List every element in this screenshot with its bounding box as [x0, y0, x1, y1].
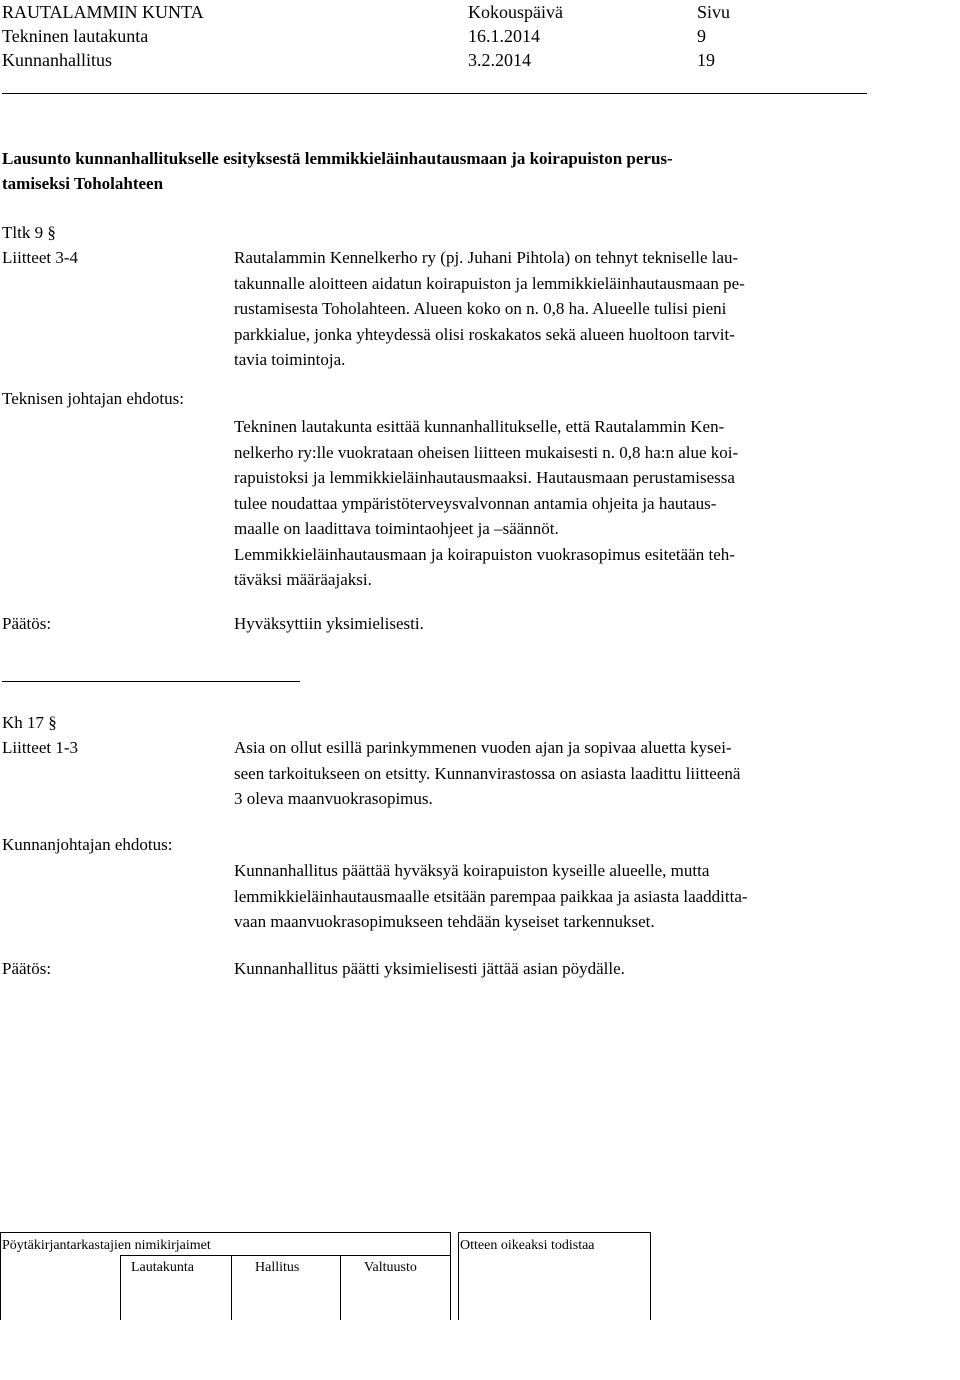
proposal-line: rapuistoksi ja lemmikkieläinhautausmaaksi. Hautausmaan perustamisessa	[234, 468, 735, 487]
footer-col-divider-3	[340, 1255, 341, 1320]
proposal-label: Kunnanjohtajan ehdotus:	[2, 835, 173, 854]
section-body	[234, 735, 740, 812]
section-ref: Kh 17 §	[2, 713, 57, 732]
header-divider	[2, 93, 867, 94]
body-line: tavia toimintoja.	[234, 350, 346, 369]
header-page-2: 19	[697, 50, 715, 70]
body-line: seen tarkoitukseen on etsitty. Kunnanvirastossa on asiasta laadittu liitteenä	[234, 763, 741, 783]
header-org-name: RAUTALAMMIN KUNTA	[2, 2, 204, 22]
body-line: parkkialue, jonka yhteydessä olisi roskakatos sekä alueen huoltoon tarvit-	[234, 324, 735, 344]
body-line: 3 oleva maanvuokrasopimus.	[234, 789, 433, 808]
body-line: rustamisesta Toholahteen. Alueen koko on n. 0,8 ha. Alueelle tulisi pieni	[234, 299, 727, 318]
decision-text: Kunnanhallitus päätti yksimielisesti jättää asian pöydälle.	[234, 959, 625, 978]
header-date-2: 3.2.2014	[468, 50, 531, 70]
section-ref: Tltk 9 §	[2, 223, 56, 242]
attachments-label: Liitteet 3-4	[2, 248, 79, 267]
proposal-line: täväksi määräajaksi.	[234, 570, 372, 589]
agenda-title-line-1: Lausunto kunnanhallitukselle esityksestä lemmikkieläinhautausmaan ja koirapuiston perus-	[2, 149, 673, 168]
header-committee-2: Kunnanhallitus	[2, 50, 112, 70]
footer-signers-label: Pöytäkirjantarkastajien nimikirjaimet	[2, 1238, 211, 1253]
footer-column-valtuusto: Valtuusto	[364, 1260, 417, 1275]
footer-certified-label: Otteen oikeaksi todistaa	[460, 1238, 595, 1253]
attachments-label: Liitteet 1-3	[2, 738, 79, 757]
footer-column-hallitus: Hallitus	[255, 1260, 300, 1275]
decision-label: Päätös:	[2, 614, 52, 633]
header-date-1: 16.1.2014	[468, 26, 540, 46]
proposal-line: Kunnanhallitus päättää hyväksyä koirapuiston kyseille alueelle, mutta	[234, 861, 710, 880]
proposal-line: maalle on laadittava toimintaohjeet ja –säännöt.	[234, 519, 559, 538]
body-line: Asia on ollut esillä parinkymmenen vuoden ajan ja sopivaa aluetta kysei-	[234, 738, 732, 757]
footer-column-lautakunta: Lautakunta	[131, 1260, 194, 1275]
proposal-line: Lemmikkieläinhautausmaan ja koirapuiston vuokrasopimus esitetään teh-	[234, 544, 735, 564]
footer-col-divider-2	[231, 1255, 232, 1320]
section-divider	[2, 681, 300, 682]
agenda-title-line-2: tamiseksi Toholahteen	[2, 174, 164, 193]
proposal-text	[234, 414, 738, 593]
proposal-line: Tekninen lautakunta esittää kunnanhallitukselle, että Rautalammin Ken-	[234, 417, 725, 436]
header-date-label: Kokouspäivä	[468, 2, 563, 22]
footer-border-right	[650, 1232, 651, 1320]
proposal-line: vaan maanvuokrasopimukseen tehdään kyseiset tarkennukset.	[234, 912, 655, 931]
proposal-label: Teknisen johtajan ehdotus:	[2, 389, 184, 408]
footer-border-mid	[450, 1232, 451, 1320]
decision-text: Hyväksyttiin yksimielisesti.	[234, 614, 424, 633]
header-page-1: 9	[697, 26, 706, 46]
footer-inner-rule	[120, 1255, 450, 1256]
proposal-line: nelkerho ry:lle vuokrataan oheisen liitteen mukaisesti n. 0,8 ha:n alue koi-	[234, 442, 739, 462]
footer-top-rule-right	[458, 1232, 650, 1233]
footer-border-right-box-left	[458, 1232, 459, 1320]
proposal-line: tulee noudattaa ympäristöterveysvalvonnan antamia ohjeita ja hautaus-	[234, 493, 717, 513]
decision-label: Päätös:	[2, 959, 52, 978]
section-body	[234, 245, 745, 373]
proposal-line: lemmikkieläinhautausmaalle etsitään parempaa paikkaa ja asiasta laadditta-	[234, 886, 748, 906]
body-line: takunnalle aloitteen aidatun koirapuiston ja lemmikkieläinhautausmaan pe-	[234, 273, 745, 293]
footer-col-divider-1	[120, 1255, 121, 1320]
proposal-text	[234, 858, 748, 935]
header-page-label: Sivu	[697, 2, 731, 22]
footer-top-rule-left	[0, 1232, 450, 1233]
footer-border-left	[0, 1232, 1, 1320]
header-committee-1: Tekninen lautakunta	[2, 26, 149, 46]
body-line: Rautalammin Kennelkerho ry (pj. Juhani Pihtola) on tehnyt tekniselle lau-	[234, 248, 739, 267]
